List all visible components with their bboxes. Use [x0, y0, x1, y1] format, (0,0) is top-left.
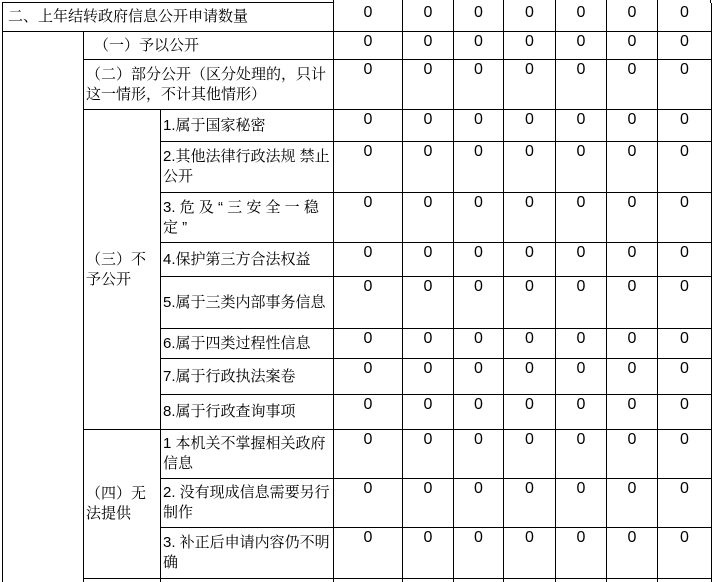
row-label-needs-creation: 2. 没有现成信息需要另行制作: [161, 479, 334, 528]
value-cell: 0: [454, 277, 504, 329]
value-cell: 0: [403, 479, 454, 528]
value-cell: 0: [556, 359, 607, 395]
value-cell: 0: [403, 430, 454, 479]
value-cell: 0: [334, 277, 403, 329]
value-cell: 0: [403, 110, 454, 142]
group-label-denied: （三）不予公开: [84, 110, 161, 430]
value-cell: 0: [658, 32, 712, 60]
value-cell: 0: [454, 3, 504, 32]
row-unable-1: [3, 430, 712, 479]
row-label-admin-inquiry: 8.属于行政查询事项: [161, 395, 334, 430]
row-label-internal-affairs: 5.属于三类内部事务信息: [161, 277, 334, 329]
value-cell: 0: [454, 359, 504, 395]
value-cell: 0: [658, 528, 712, 579]
group-label-unable-to-provide: （四）无法提供: [84, 430, 161, 579]
value-cell: 0: [504, 243, 556, 277]
value-cell: 0: [607, 243, 658, 277]
value-cell: 0: [454, 110, 504, 142]
value-cell: 0: [454, 142, 504, 193]
value-cell: 0: [504, 277, 556, 329]
value-cell: 0: [504, 329, 556, 359]
value-cell: 0: [403, 528, 454, 579]
value-cell: 0: [403, 142, 454, 193]
value-cell: 0: [334, 243, 403, 277]
value-cell: 0: [334, 110, 403, 142]
row-label-endanger-security: 3. 危 及 “ 三 安 全 一 稳 定 ”: [161, 193, 334, 243]
value-cell: 0: [658, 110, 712, 142]
row-label-still-unclear: 3. 补正后申请内容仍不明确: [161, 528, 334, 579]
value-cell: 0: [556, 243, 607, 277]
value-cell: 0: [334, 329, 403, 359]
value-cell: 0: [403, 32, 454, 60]
value-cell: 0: [454, 528, 504, 579]
value-cell: 0: [658, 142, 712, 193]
value-cell: 0: [556, 329, 607, 359]
info-disclosure-requests-table: [2, 2, 712, 582]
row-label-partially-granted: （二）部分公开（区分处理的，只计这一情形，不计其他情形）: [84, 60, 334, 110]
value-cell: 0: [403, 277, 454, 329]
row-label-granted: （一）予以公开: [84, 32, 334, 60]
value-cell: 0: [658, 395, 712, 430]
value-cell: 0: [403, 329, 454, 359]
value-cell: 0: [658, 3, 712, 32]
value-cell: 0: [454, 193, 504, 243]
value-cell: 0: [403, 3, 454, 32]
value-cell: 0: [607, 479, 658, 528]
value-cell: 0: [334, 359, 403, 395]
value-cell: 0: [454, 32, 504, 60]
value-cell: 0: [403, 193, 454, 243]
value-cell: 0: [607, 430, 658, 479]
value-cell: 0: [556, 60, 607, 110]
clipped-cell: [161, 579, 334, 582]
value-cell: 0: [504, 359, 556, 395]
value-cell: 0: [607, 193, 658, 243]
value-cell: 0: [607, 32, 658, 60]
value-cell: 0: [454, 329, 504, 359]
value-cell: 0: [334, 193, 403, 243]
clipped-cell: [556, 579, 607, 582]
row-label-enforcement-files: 7.属于行政执法案卷: [161, 359, 334, 395]
value-cell: 0: [334, 430, 403, 479]
clipped-cell: [403, 579, 454, 582]
clipped-cell: [658, 579, 712, 582]
value-cell: 0: [334, 142, 403, 193]
value-cell: 0: [504, 430, 556, 479]
value-cell: 0: [556, 430, 607, 479]
value-cell: 0: [454, 243, 504, 277]
value-cell: 0: [403, 243, 454, 277]
value-cell: 0: [607, 3, 658, 32]
value-cell: 0: [658, 193, 712, 243]
clipped-cell: [607, 579, 658, 582]
row-carryover: [3, 3, 712, 32]
row-granted: [3, 32, 712, 60]
value-cell: 0: [658, 430, 712, 479]
row-clipped-bottom: [3, 579, 712, 582]
clipped-cell: [84, 579, 161, 582]
clipped-cell: [334, 579, 403, 582]
value-cell: 0: [556, 32, 607, 60]
value-cell: 0: [504, 395, 556, 430]
value-cell: 0: [504, 479, 556, 528]
value-cell: 0: [403, 60, 454, 110]
value-cell: 0: [556, 193, 607, 243]
row-label-third-party-rights: 4.保护第三方合法权益: [161, 243, 334, 277]
row-label-process-info: 6.属于四类过程性信息: [161, 329, 334, 359]
row-label-state-secret: 1.属于国家秘密: [161, 110, 334, 142]
value-cell: 0: [658, 359, 712, 395]
row-denied-1: [3, 110, 712, 142]
value-cell: 0: [334, 528, 403, 579]
value-cell: 0: [403, 395, 454, 430]
clipped-cell: [504, 579, 556, 582]
value-cell: 0: [607, 329, 658, 359]
value-cell: 0: [556, 142, 607, 193]
row-label-carryover: 二、上年结转政府信息公开申请数量: [3, 3, 334, 32]
value-cell: 0: [454, 60, 504, 110]
value-cell: 0: [504, 528, 556, 579]
value-cell: 0: [504, 110, 556, 142]
value-cell: 0: [403, 359, 454, 395]
value-cell: 0: [334, 479, 403, 528]
value-cell: 0: [334, 60, 403, 110]
row-label-law-prohibited: 2.其他法律行政法规 禁止公开: [161, 142, 334, 193]
clipped-cell: [454, 579, 504, 582]
value-cell: 0: [334, 32, 403, 60]
value-cell: 0: [607, 110, 658, 142]
value-cell: 0: [607, 142, 658, 193]
value-cell: 0: [607, 359, 658, 395]
value-cell: 0: [556, 110, 607, 142]
value-cell: 0: [658, 60, 712, 110]
value-cell: 0: [556, 395, 607, 430]
value-cell: 0: [454, 430, 504, 479]
value-cell: 0: [658, 329, 712, 359]
value-cell: 0: [607, 395, 658, 430]
value-cell: 0: [504, 142, 556, 193]
value-cell: 0: [556, 3, 607, 32]
value-cell: 0: [658, 479, 712, 528]
results-group-cell-empty: [3, 32, 84, 582]
value-cell: 0: [607, 528, 658, 579]
value-cell: 0: [556, 528, 607, 579]
value-cell: 0: [556, 479, 607, 528]
value-cell: 0: [504, 60, 556, 110]
value-cell: 0: [504, 32, 556, 60]
value-cell: 0: [504, 3, 556, 32]
value-cell: 0: [334, 3, 403, 32]
value-cell: 0: [504, 193, 556, 243]
value-cell: 0: [607, 277, 658, 329]
value-cell: 0: [607, 60, 658, 110]
value-cell: 0: [454, 395, 504, 430]
value-cell: 0: [556, 277, 607, 329]
value-cell: 0: [658, 243, 712, 277]
value-cell: 0: [658, 277, 712, 329]
value-cell: 0: [334, 395, 403, 430]
row-label-not-held: 1 本机关不掌握相关政府信息: [161, 430, 334, 479]
value-cell: 0: [454, 479, 504, 528]
row-partially-granted: [3, 60, 712, 110]
